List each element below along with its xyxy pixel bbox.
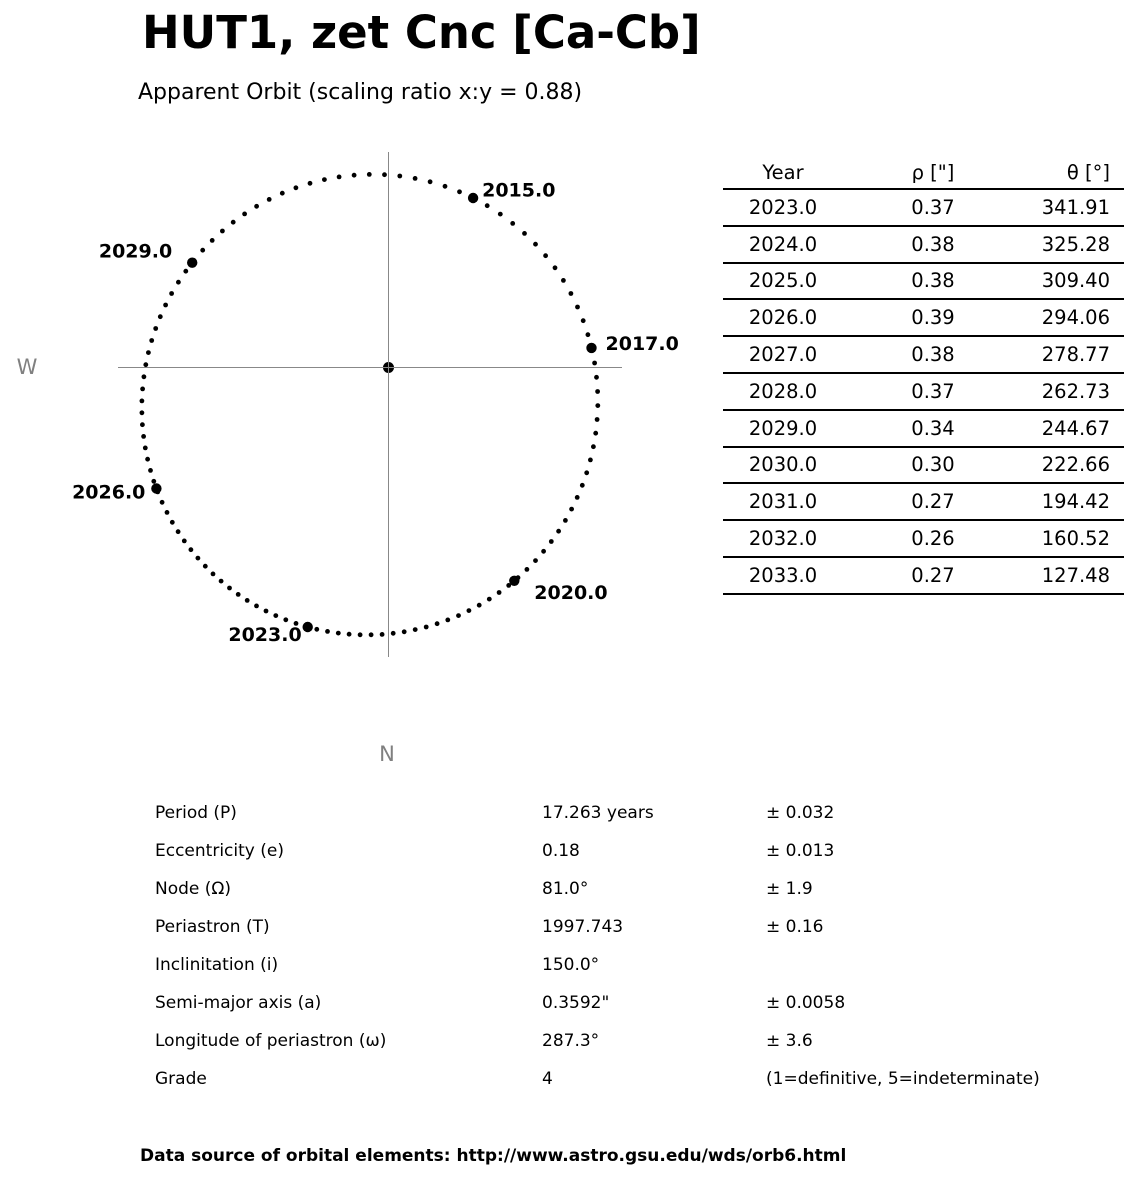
orbit-dot xyxy=(158,314,163,319)
ephemeris-table xyxy=(723,156,1124,595)
orbit-dot xyxy=(151,479,156,484)
west-compass-label: W xyxy=(16,355,38,379)
orbit-dot xyxy=(467,608,472,613)
orbit-year-dot xyxy=(586,343,596,353)
orbit-dot xyxy=(580,483,585,488)
orbit-dot xyxy=(210,238,215,243)
element-error: ± 0.032 xyxy=(766,803,835,823)
table-cell: 2024.0 xyxy=(748,232,818,256)
orbit-dot xyxy=(533,242,538,247)
table-cell: 2023.0 xyxy=(748,195,818,219)
orbit-dot xyxy=(533,558,538,563)
table-cell: 2026.0 xyxy=(748,306,818,330)
table-cell: 0.37 xyxy=(911,379,955,403)
orbit-year-dot xyxy=(303,622,313,632)
orbit-dot xyxy=(541,549,546,554)
element-error: ± 0.16 xyxy=(766,917,824,937)
orbit-year-label: 2020.0 xyxy=(534,581,608,604)
orbit-dot xyxy=(497,590,502,595)
orbit-dot xyxy=(498,212,503,217)
orbit-plot xyxy=(0,140,700,790)
orbit-year-dot xyxy=(509,576,519,586)
table-cell: 2031.0 xyxy=(748,490,818,514)
orbit-year-dot xyxy=(151,483,161,493)
element-label: Semi-major axis (a) xyxy=(155,993,322,1013)
orbit-dot xyxy=(595,403,600,408)
orbit-dot xyxy=(588,458,593,463)
table-cell: 2029.0 xyxy=(748,416,818,440)
column-header: ρ ["] xyxy=(911,160,955,184)
orbit-dot xyxy=(457,189,462,194)
orbit-dot xyxy=(322,177,327,182)
table-cell: 0.37 xyxy=(911,195,955,219)
orbit-year-label: 2023.0 xyxy=(228,624,302,646)
element-row xyxy=(155,794,1095,832)
orbit-dot xyxy=(337,175,342,180)
table-row xyxy=(723,190,1124,227)
table-row xyxy=(723,300,1124,337)
orbit-dot xyxy=(283,617,288,622)
table-row xyxy=(723,484,1124,521)
orbit-dot xyxy=(347,632,352,637)
table-cell: 2028.0 xyxy=(748,379,818,403)
orbit-dot xyxy=(140,422,145,427)
table-row xyxy=(723,227,1124,264)
table-cell: 0.27 xyxy=(911,490,955,514)
table-row xyxy=(723,411,1124,448)
table-cell: 0.38 xyxy=(911,232,955,256)
orbit-dot xyxy=(569,291,574,296)
orbit-dot xyxy=(592,361,597,366)
orbit-dot xyxy=(556,529,561,534)
element-value: 0.3592" xyxy=(542,993,610,1013)
element-value: 1997.743 xyxy=(542,917,624,937)
table-cell: 222.66 xyxy=(1041,453,1110,477)
table-cell: 2032.0 xyxy=(748,527,818,551)
orbit-dot xyxy=(586,332,591,337)
table-cell: 0.38 xyxy=(911,269,955,293)
orbit-dot xyxy=(380,632,385,637)
orbit-dot xyxy=(176,529,181,534)
orbit-dot xyxy=(397,174,402,179)
element-error: (1=definitive, 5=indeterminate) xyxy=(766,1069,1040,1089)
orbit-dot xyxy=(591,444,596,449)
element-row xyxy=(155,1060,1095,1098)
orbit-dot xyxy=(145,457,150,462)
orbit-dot xyxy=(443,184,448,189)
orbit-year-label: 2026.0 xyxy=(72,481,146,504)
element-label: Periastron (T) xyxy=(155,917,270,937)
orbit-year-dot xyxy=(187,258,197,268)
element-error: ± 1.9 xyxy=(766,879,813,899)
orbit-dot xyxy=(402,629,407,634)
table-header-row xyxy=(723,156,1124,190)
orbit-dot xyxy=(219,579,224,584)
orbit-dot xyxy=(522,231,527,236)
orbit-dot xyxy=(227,586,232,591)
table-row xyxy=(723,558,1124,595)
element-value: 150.0° xyxy=(542,955,600,975)
element-value: 287.3° xyxy=(542,1031,600,1051)
table-cell: 2027.0 xyxy=(748,343,818,367)
orbit-dot xyxy=(149,338,154,343)
orbit-dot xyxy=(148,468,153,473)
orbit-dot xyxy=(569,507,574,512)
element-value: 0.18 xyxy=(542,841,580,861)
element-label: Period (P) xyxy=(155,803,237,823)
orbit-dot xyxy=(424,625,429,630)
orbit-dot xyxy=(352,173,357,178)
element-row xyxy=(155,832,1095,870)
orbit-dot xyxy=(595,389,600,394)
element-label: Node (Ω) xyxy=(155,879,232,899)
orbit-dot xyxy=(182,539,187,544)
element-row xyxy=(155,946,1095,984)
element-label: Grade xyxy=(155,1069,207,1089)
element-value: 17.263 years xyxy=(542,803,654,823)
orbit-dot xyxy=(165,510,170,515)
element-row xyxy=(155,870,1095,908)
table-cell: 2033.0 xyxy=(748,563,818,587)
orbit-dot xyxy=(575,495,580,500)
orbit-dot xyxy=(143,446,148,451)
table-cell: 278.77 xyxy=(1041,343,1110,367)
element-label: Eccentricity (e) xyxy=(155,841,284,861)
orbit-dot xyxy=(146,350,151,355)
element-label: Inclinitation (i) xyxy=(155,955,279,975)
orbit-dot xyxy=(160,500,165,505)
orbital-elements-list xyxy=(155,794,1095,1098)
element-error: ± 3.6 xyxy=(766,1031,813,1051)
orbit-dot xyxy=(477,603,482,608)
orbit-dot xyxy=(236,592,241,597)
orbit-dot xyxy=(169,291,174,296)
orbit-dot xyxy=(140,387,145,392)
element-value: 81.0° xyxy=(542,879,589,899)
orbit-dot xyxy=(231,220,236,225)
orbit-dot xyxy=(267,197,272,202)
element-value: 4 xyxy=(542,1069,553,1089)
table-cell: 0.39 xyxy=(911,306,955,330)
orbit-dot xyxy=(153,326,158,331)
orbit-dot xyxy=(183,269,188,274)
orbit-dot xyxy=(176,280,181,285)
orbit-dot xyxy=(325,629,330,634)
table-cell: 2025.0 xyxy=(748,269,818,293)
orbit-dot xyxy=(254,604,259,609)
table-cell: 341.91 xyxy=(1041,195,1110,219)
table-cell: 0.34 xyxy=(911,416,955,440)
table-cell: 244.67 xyxy=(1041,416,1110,440)
table-row xyxy=(723,521,1124,558)
orbit-dot xyxy=(211,572,216,577)
table-cell: 194.42 xyxy=(1041,490,1110,514)
column-header: Year xyxy=(762,160,804,184)
element-row xyxy=(155,908,1095,946)
table-cell: 309.40 xyxy=(1041,269,1110,293)
data-source-note: Data source of orbital elements: http://www.astro.gsu.edu/wds/orb6.html xyxy=(140,1146,847,1166)
orbit-dot xyxy=(413,627,418,632)
orbit-dot xyxy=(200,248,205,253)
orbit-dot xyxy=(485,203,490,208)
table-cell: 160.52 xyxy=(1041,527,1110,551)
north-compass-label: N xyxy=(379,742,395,766)
orbit-dot xyxy=(595,417,600,422)
orbit-dot xyxy=(294,185,299,190)
table-cell: 262.73 xyxy=(1041,379,1110,403)
orbit-dot xyxy=(581,318,586,323)
table-cell: 294.06 xyxy=(1041,306,1110,330)
orbit-dot xyxy=(487,597,492,602)
table-row xyxy=(723,337,1124,374)
orbit-dot xyxy=(382,172,387,177)
orbit-dot xyxy=(553,265,558,270)
orbit-dot xyxy=(314,627,319,632)
orbit-dot xyxy=(428,179,433,184)
element-row xyxy=(155,984,1095,1022)
table-cell: 0.26 xyxy=(911,527,955,551)
orbit-dot xyxy=(203,564,208,569)
element-label: Longitude of periastron (ω) xyxy=(155,1031,387,1051)
orbit-dot xyxy=(413,176,418,181)
orbit-dot xyxy=(143,362,148,367)
orbit-dot xyxy=(220,229,225,234)
orbit-dot xyxy=(254,204,259,209)
element-error: ± 0.0058 xyxy=(766,993,846,1013)
orbit-year-label: 2029.0 xyxy=(98,240,173,263)
table-cell: 325.28 xyxy=(1041,232,1110,256)
orbit-dot xyxy=(163,303,168,308)
element-error: ± 0.013 xyxy=(766,841,835,861)
orbit-dot xyxy=(575,305,580,310)
orbit-dot xyxy=(543,253,548,258)
orbit-dot xyxy=(336,631,341,636)
orbit-year-dot xyxy=(468,193,478,203)
orbit-dot xyxy=(584,470,589,475)
table-cell: 2030.0 xyxy=(748,453,818,477)
orbit-dot xyxy=(358,632,363,637)
table-row xyxy=(723,374,1124,411)
orbit-dot xyxy=(141,434,146,439)
orbit-dot xyxy=(367,172,372,177)
orbit-dot xyxy=(308,181,313,186)
table-cell: 0.27 xyxy=(911,563,955,587)
orbit-dot xyxy=(189,547,194,552)
orbit-dot xyxy=(369,632,374,637)
column-header: θ [°] xyxy=(1066,160,1110,184)
table-row xyxy=(723,264,1124,301)
element-row xyxy=(155,1022,1095,1060)
orbit-dot xyxy=(435,621,440,626)
orbit-dot xyxy=(525,567,530,572)
page-title: HUT1, zet Cnc [Ca-Cb] xyxy=(142,6,701,59)
orbit-dot xyxy=(563,518,568,523)
table-cell: 0.38 xyxy=(911,343,955,367)
orbit-dot xyxy=(561,278,566,283)
orbit-year-label: 2017.0 xyxy=(605,332,679,355)
orbit-dot xyxy=(242,212,247,217)
orbit-dot xyxy=(549,539,554,544)
orbit-dot xyxy=(140,399,145,404)
orbit-dot xyxy=(391,631,396,636)
orbit-dot xyxy=(593,431,598,436)
table-row xyxy=(723,448,1124,485)
orbit-dot xyxy=(140,410,145,415)
page-subtitle: Apparent Orbit (scaling ratio x:y = 0.88) xyxy=(138,80,583,105)
table-cell: 127.48 xyxy=(1041,563,1110,587)
orbit-dot xyxy=(594,375,599,380)
orbit-dot xyxy=(510,221,515,226)
table-cell: 0.30 xyxy=(911,453,955,477)
orbit-dot xyxy=(280,191,285,196)
orbit-dot xyxy=(196,556,201,561)
orbit-dot xyxy=(264,609,269,614)
orbit-dot xyxy=(273,613,278,618)
orbit-dot xyxy=(170,520,175,525)
orbit-dot xyxy=(445,618,450,623)
orbit-dot xyxy=(456,613,461,618)
orbit-dot xyxy=(245,598,250,603)
orbit-year-label: 2015.0 xyxy=(482,179,556,202)
orbit-dot xyxy=(142,374,147,379)
